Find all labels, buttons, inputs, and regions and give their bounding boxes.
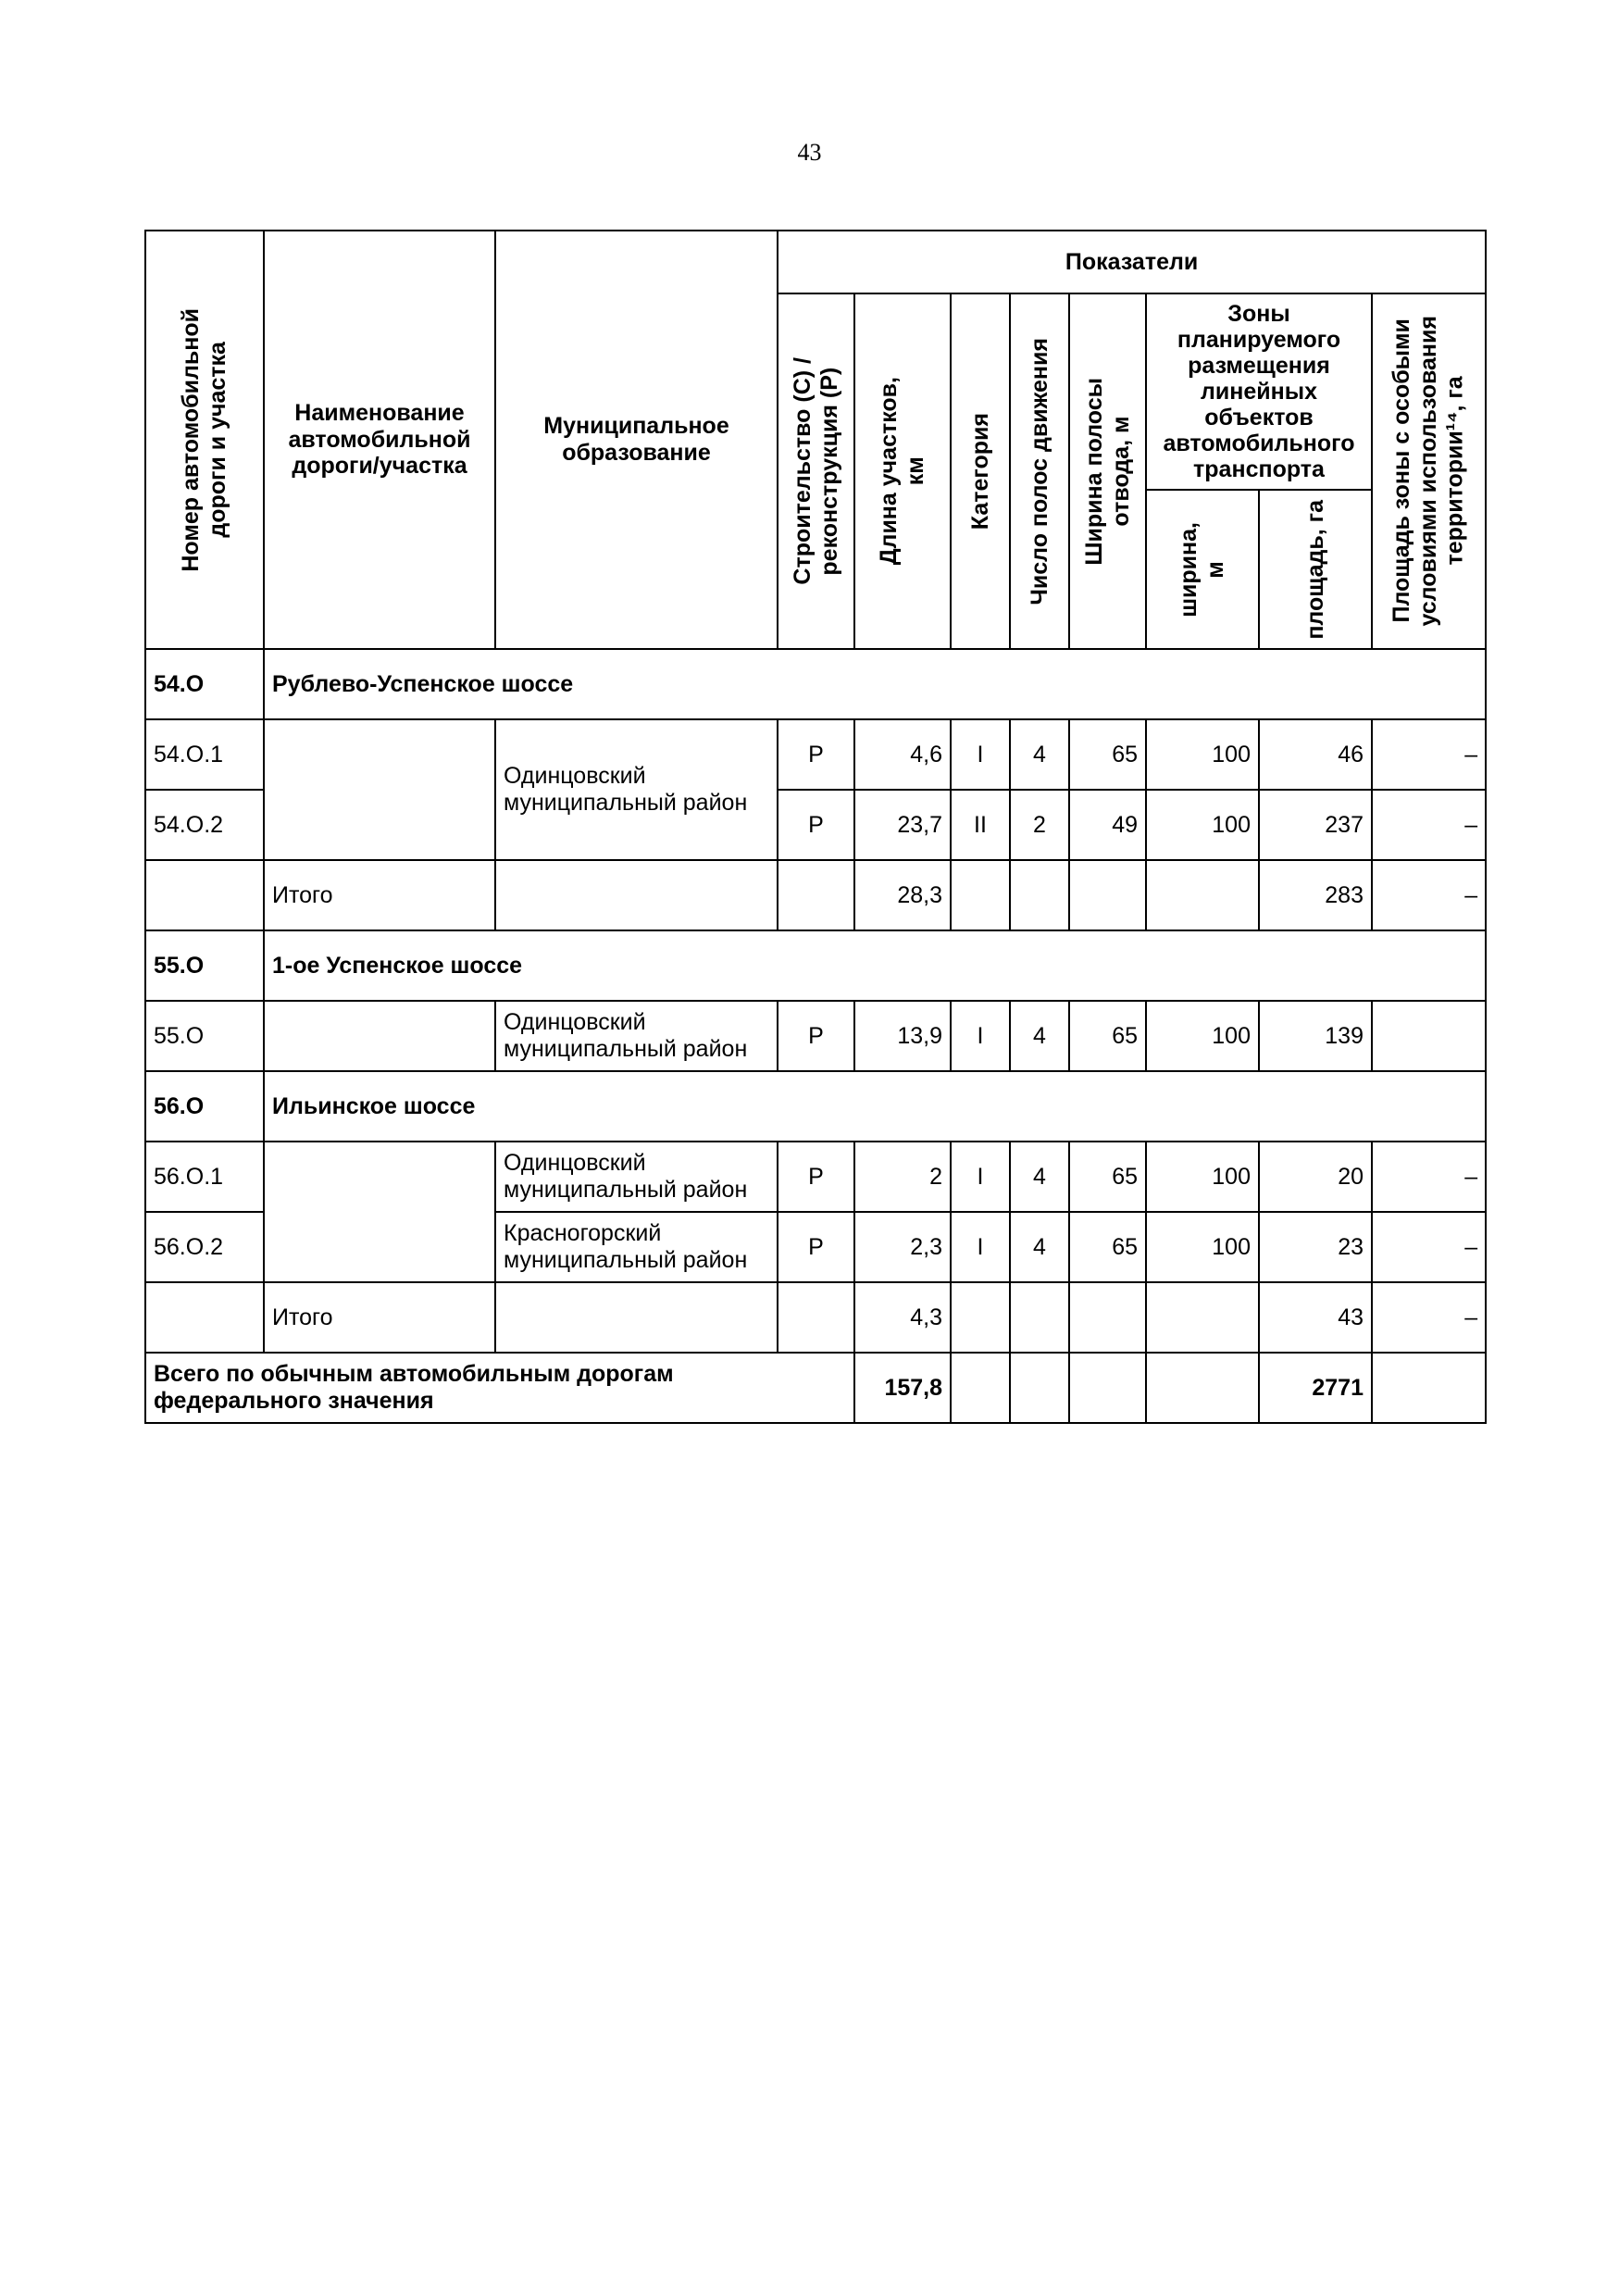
header-indicators: Показатели: [778, 231, 1486, 293]
grand-total-label: Всего по обычным автомобильным дорогам федерального значения: [145, 1353, 854, 1423]
cell-special: [1372, 1001, 1486, 1071]
section-row-54: [145, 649, 1486, 719]
cell-special: –: [1372, 719, 1486, 790]
subtotal-length: 28,3: [854, 860, 951, 930]
header-category: Категория: [951, 293, 1010, 649]
cell-category: I: [951, 1212, 1010, 1282]
cell-length: 2,3: [854, 1212, 951, 1282]
header-road-number: Номер автомобильной дороги и участка: [145, 231, 264, 649]
cell-row-width: 65: [1069, 1001, 1146, 1071]
row-code: 56.О.2: [145, 1212, 264, 1282]
cell-zone-width: 100: [1146, 719, 1259, 790]
cell-zone-width: 100: [1146, 790, 1259, 860]
header-lanes: Число полос движения: [1010, 293, 1069, 649]
cell-type: Р: [778, 1212, 854, 1282]
cell-category: II: [951, 790, 1010, 860]
row-code: 54.О.1: [145, 719, 264, 790]
municipality-cell: Красногорский муниципальный район: [495, 1212, 778, 1282]
federal-roads-table: [144, 230, 1487, 1424]
cell-lanes: 2: [1010, 790, 1069, 860]
cell-length: 2: [854, 1142, 951, 1212]
header-construction: Строительство (С) / реконструкция (Р): [778, 293, 854, 649]
cell-zone-width: 100: [1146, 1001, 1259, 1071]
header-row-1: [145, 231, 1486, 293]
cell-zone-area: 20: [1259, 1142, 1372, 1212]
cell-type: Р: [778, 1001, 854, 1071]
section-row-55: [145, 930, 1486, 1001]
header-zone-width: ширина, м: [1146, 490, 1259, 649]
section-code: 56.О: [145, 1071, 264, 1142]
municipality-cell: Одинцовский муниципальный район: [495, 1142, 778, 1212]
header-zone-area: площадь, га: [1259, 490, 1372, 649]
section-row-56: [145, 1071, 1486, 1142]
subtotal-special: –: [1372, 1282, 1486, 1353]
table-row: [145, 1142, 1486, 1212]
cell-row-width: 65: [1069, 1212, 1146, 1282]
subtotal-zone-area: 283: [1259, 860, 1372, 930]
header-length: Длина участков, км: [854, 293, 951, 649]
cell-lanes: 4: [1010, 1001, 1069, 1071]
cell-lanes: 4: [1010, 719, 1069, 790]
cell-length: 13,9: [854, 1001, 951, 1071]
cell-row-width: 65: [1069, 719, 1146, 790]
subtotal-row-56: [145, 1282, 1486, 1353]
row-code: 54.О.2: [145, 790, 264, 860]
header-row-width: Ширина полосы отвода, м: [1069, 293, 1146, 649]
cell-lanes: 4: [1010, 1212, 1069, 1282]
cell-special: –: [1372, 1142, 1486, 1212]
road-name-cell: [264, 1142, 495, 1282]
cell-special: –: [1372, 1212, 1486, 1282]
table-row: [145, 719, 1486, 790]
page-number: 43: [797, 139, 822, 166]
cell-type: Р: [778, 790, 854, 860]
cell-category: I: [951, 1142, 1010, 1212]
cell-zone-width: 100: [1146, 1212, 1259, 1282]
cell-length: 4,6: [854, 719, 951, 790]
subtotal-zone-area: 43: [1259, 1282, 1372, 1353]
cell-row-width: 49: [1069, 790, 1146, 860]
municipality-cell: Одинцовский муниципальный район: [495, 1001, 778, 1071]
cell-zone-area: 46: [1259, 719, 1372, 790]
header-special-area: Площадь зоны с особыми условиями использования территории¹⁴, га: [1372, 293, 1486, 649]
cell-row-width: 65: [1069, 1142, 1146, 1212]
row-code: 55.О: [145, 1001, 264, 1071]
section-name: Рублево-Успенское шоссе: [264, 649, 1486, 719]
header-zones: Зоны планируемого размещения линейных объектов автомобильного транспорта: [1146, 293, 1372, 490]
table-row: [145, 1001, 1486, 1071]
subtotal-label: Итого: [264, 1282, 495, 1353]
section-code: 54.О: [145, 649, 264, 719]
cell-special: –: [1372, 790, 1486, 860]
cell-zone-area: 139: [1259, 1001, 1372, 1071]
grand-total-row: [145, 1353, 1486, 1423]
cell-category: I: [951, 1001, 1010, 1071]
subtotal-row-54: [145, 860, 1486, 930]
road-name-cell: [264, 719, 495, 860]
cell-lanes: 4: [1010, 1142, 1069, 1212]
cell-zone-width: 100: [1146, 1142, 1259, 1212]
cell-type: Р: [778, 719, 854, 790]
cell-category: I: [951, 719, 1010, 790]
cell-length: 23,7: [854, 790, 951, 860]
subtotal-special: –: [1372, 860, 1486, 930]
section-name: 1-ое Успенское шоссе: [264, 930, 1486, 1001]
section-name: Ильинское шоссе: [264, 1071, 1486, 1142]
cell-type: Р: [778, 1142, 854, 1212]
row-code: 56.О.1: [145, 1142, 264, 1212]
cell-zone-area: 23: [1259, 1212, 1372, 1282]
grand-total-length: 157,8: [854, 1353, 951, 1423]
cell-zone-area: 237: [1259, 790, 1372, 860]
municipality-cell: Одинцовский муниципальный район: [495, 719, 778, 860]
section-code: 55.О: [145, 930, 264, 1001]
grand-total-zone-area: 2771: [1259, 1353, 1372, 1423]
subtotal-length: 4,3: [854, 1282, 951, 1353]
header-municipality: Муниципальное образование: [495, 231, 778, 649]
header-road-name: Наименование автомобильной дороги/участка: [264, 231, 495, 649]
subtotal-label: Итого: [264, 860, 495, 930]
